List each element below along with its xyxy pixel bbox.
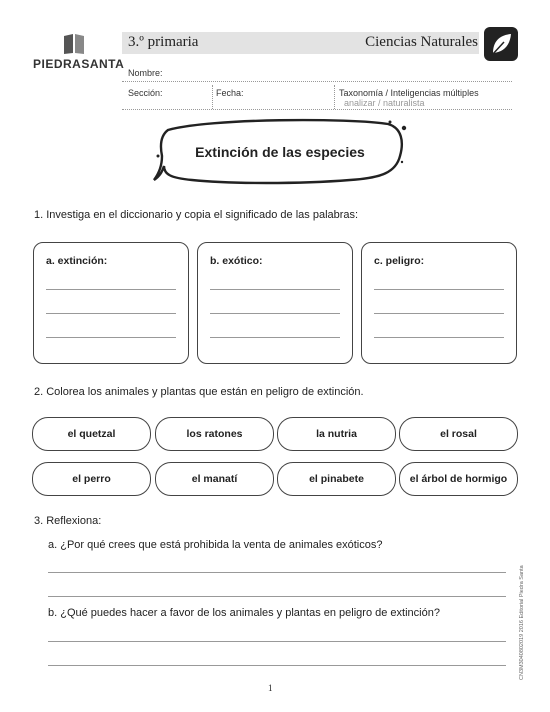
answer-line[interactable] bbox=[210, 337, 340, 338]
taxonomia-sub: analizar / naturalista bbox=[344, 98, 425, 108]
nombre-line[interactable] bbox=[122, 81, 512, 82]
question-3: 3. Reflexiona: bbox=[34, 515, 102, 527]
nombre-label: Nombre: bbox=[128, 68, 163, 78]
page-number: 1 bbox=[268, 683, 273, 693]
answer-line[interactable] bbox=[48, 641, 506, 642]
answer-line[interactable] bbox=[374, 313, 504, 314]
worksheet-title: Extinción de las especies bbox=[195, 144, 365, 160]
fecha-label: Fecha: bbox=[216, 88, 244, 98]
answer-line[interactable] bbox=[46, 337, 176, 338]
option-pill[interactable]: la nutria bbox=[277, 417, 396, 451]
subject-label: Ciencias Naturales bbox=[365, 34, 478, 50]
option-pill[interactable]: el rosal bbox=[399, 417, 518, 451]
seccion-line bbox=[122, 109, 512, 110]
question-3b: b. ¿Qué puedes hacer a favor de los animales y plantas en peligro de extinción? bbox=[48, 607, 440, 619]
grade-label: 3.º primaria bbox=[128, 34, 199, 50]
leaf-icon bbox=[484, 27, 518, 61]
answer-line[interactable] bbox=[374, 289, 504, 290]
question-2: 2. Colorea los animales y plantas que están en peligro de extinción. bbox=[34, 386, 364, 398]
option-pill[interactable]: el manatí bbox=[155, 462, 274, 496]
answer-line[interactable] bbox=[48, 596, 506, 597]
question-1: 1. Investiga en el diccionario y copia el significado de las palabras: bbox=[34, 209, 359, 221]
answer-line[interactable] bbox=[210, 313, 340, 314]
answer-line[interactable] bbox=[46, 313, 176, 314]
seccion-label: Sección: bbox=[128, 88, 163, 98]
option-pill[interactable]: el quetzal bbox=[32, 417, 151, 451]
answer-line[interactable] bbox=[48, 665, 506, 666]
answer-line[interactable] bbox=[374, 337, 504, 338]
option-pill[interactable]: los ratones bbox=[155, 417, 274, 451]
definition-label: c. peligro: bbox=[374, 255, 425, 267]
answer-line[interactable] bbox=[48, 572, 506, 573]
definition-box[interactable] bbox=[33, 242, 189, 364]
option-pill[interactable]: el pinabete bbox=[277, 462, 396, 496]
definition-box[interactable] bbox=[197, 242, 353, 364]
option-pill[interactable]: el perro bbox=[32, 462, 151, 496]
definition-box[interactable] bbox=[361, 242, 517, 364]
definition-label: a. extinción: bbox=[46, 255, 108, 267]
side-copyright: CN3M3040802019 2016 Editorial Piedra Santa bbox=[519, 565, 525, 680]
divider bbox=[212, 85, 213, 109]
answer-line[interactable] bbox=[46, 289, 176, 290]
divider bbox=[334, 85, 335, 109]
brand-logo-text: PIEDRASANTA bbox=[33, 57, 125, 71]
definition-label: b. exótico: bbox=[210, 255, 263, 267]
option-pill[interactable]: el árbol de hormigo bbox=[399, 462, 518, 496]
taxonomia-label: Taxonomía / Inteligencias múltiples bbox=[339, 88, 479, 98]
question-3a: a. ¿Por qué crees que está prohibida la venta de animales exóticos? bbox=[48, 539, 383, 551]
answer-line[interactable] bbox=[210, 289, 340, 290]
book-logo-icon bbox=[62, 33, 86, 55]
